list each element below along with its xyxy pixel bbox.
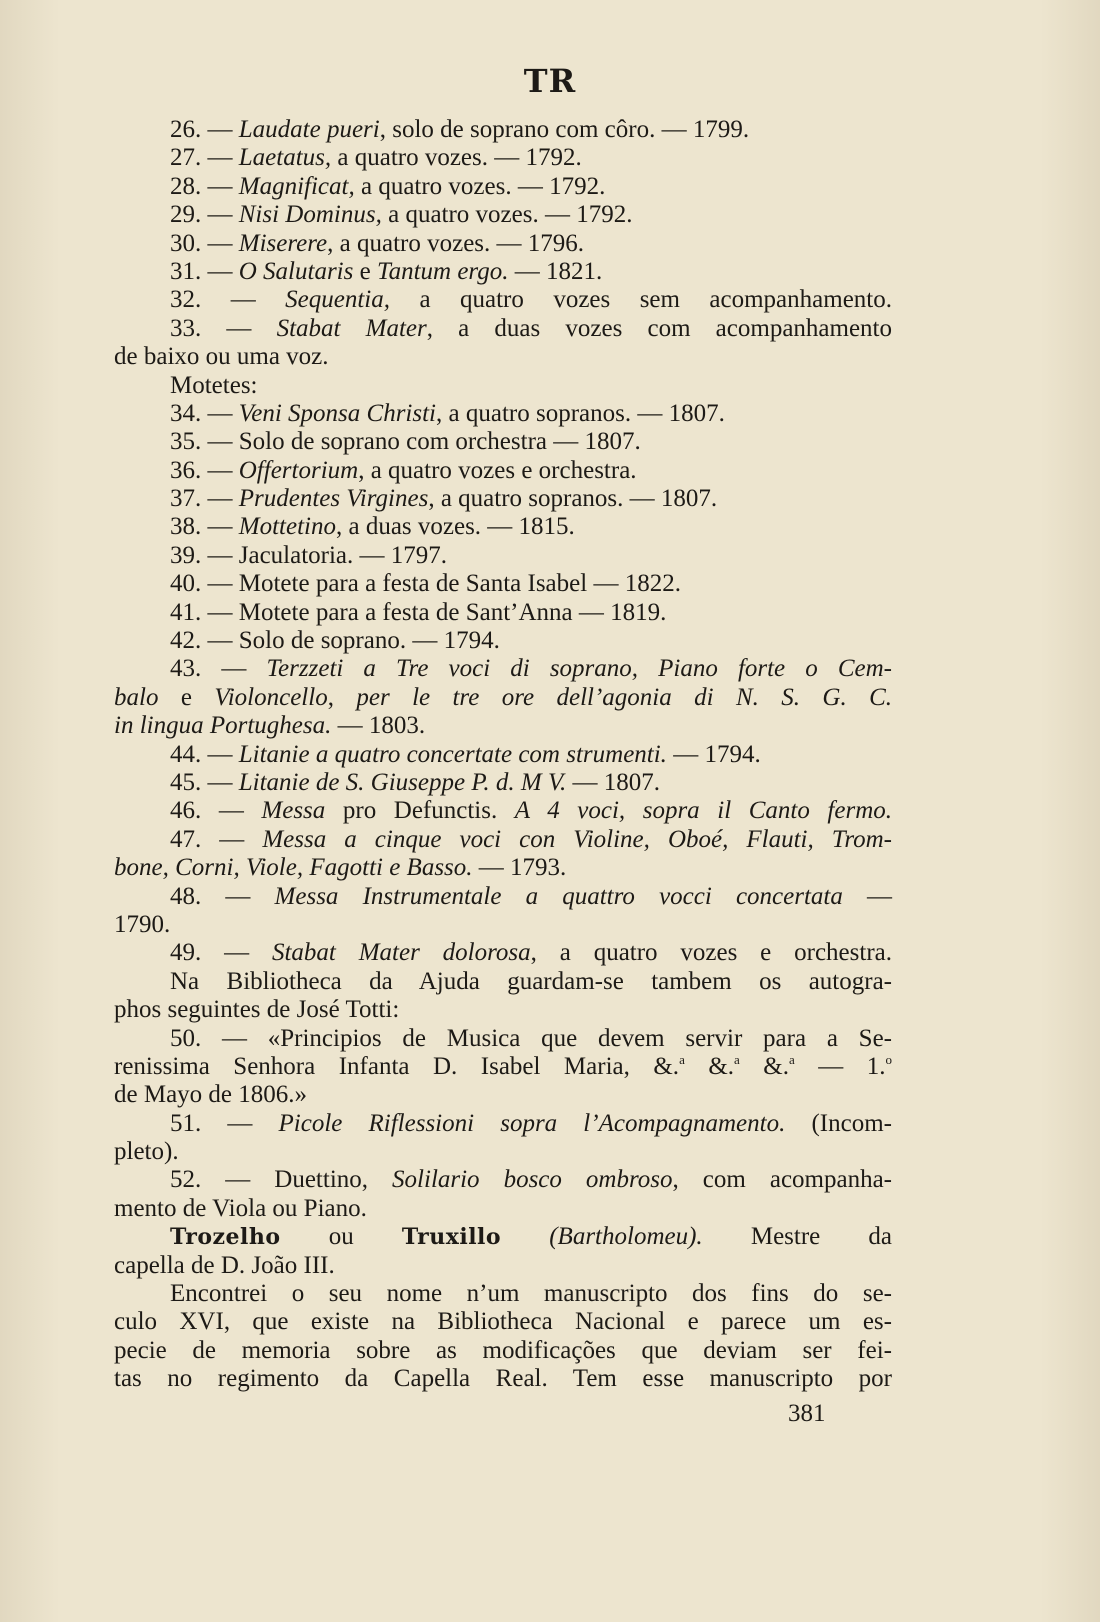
text-line bbox=[114, 769, 892, 797]
text-segment bbox=[501, 1223, 549, 1250]
superscript: a bbox=[679, 1051, 685, 1067]
text-segment: a quatro vozes. — 1792. bbox=[381, 201, 633, 229]
text-segment: Stabat Mater dolorosa bbox=[271, 939, 531, 967]
text-segment: &. bbox=[684, 1052, 735, 1080]
superscript: a bbox=[734, 1051, 740, 1067]
text-segment: — bbox=[842, 882, 893, 910]
text-segment: 49. — bbox=[170, 939, 272, 967]
text-segment: Magnificat, bbox=[238, 172, 355, 200]
text-line bbox=[114, 655, 892, 683]
text-segment: , a quatro vozes e orchestra. bbox=[358, 456, 637, 484]
superscript: a bbox=[789, 1051, 795, 1067]
text-segment: 30. — bbox=[170, 229, 239, 257]
text-segment: 46. — bbox=[170, 797, 262, 825]
text-line bbox=[114, 513, 892, 541]
text-line bbox=[114, 1081, 892, 1109]
text-line bbox=[114, 911, 892, 939]
text-segment: , a quatro vozes e orchestra. bbox=[530, 939, 892, 967]
text-segment: — 1794. bbox=[666, 740, 761, 768]
text-line bbox=[114, 826, 892, 854]
text-line bbox=[114, 939, 892, 967]
text-segment: bone, Corni, Viole, Fagotti e Basso. bbox=[114, 854, 473, 882]
text-line bbox=[114, 1337, 892, 1365]
text-line bbox=[114, 201, 892, 229]
text-segment: , a quatro sopranos. — 1807. bbox=[436, 399, 725, 427]
text-line bbox=[114, 1138, 892, 1166]
text-segment: Prudentes Virgines bbox=[238, 485, 429, 513]
text-segment: Litanie a quatro concertate com strumenti. bbox=[238, 740, 667, 768]
text-segment: phos seguintes de José Totti: bbox=[114, 996, 400, 1024]
text-segment: 38. — bbox=[170, 513, 239, 541]
text-segment: a quatro vozes. — 1792. bbox=[354, 172, 606, 200]
text-line bbox=[114, 1252, 892, 1280]
text-segment: Violoncello bbox=[214, 683, 328, 711]
text-line bbox=[114, 1025, 892, 1053]
text-segment: pro Defunctis. bbox=[325, 797, 515, 825]
text-segment: balo bbox=[114, 683, 159, 711]
text-line bbox=[114, 343, 892, 371]
text-line bbox=[114, 542, 892, 570]
body-text bbox=[114, 116, 892, 1394]
text-segment: (Incom- bbox=[785, 1109, 892, 1137]
text-segment: in lingua Portughesa. bbox=[114, 712, 332, 740]
text-line bbox=[114, 1053, 892, 1081]
text-segment: 50. — «Principios de Musica que devem servir para a Se- bbox=[170, 1024, 892, 1052]
text-segment: , a duas vozes com acompanhamento bbox=[426, 314, 892, 342]
text-segment: Stabat Mater bbox=[276, 314, 427, 342]
text-segment: e bbox=[353, 257, 377, 285]
text-segment: Tantum ergo. bbox=[376, 257, 509, 285]
text-segment: Picole Riflessioni sopra l’Acompagnamento. bbox=[278, 1109, 786, 1137]
text-line bbox=[114, 627, 892, 655]
text-segment: 28. — bbox=[170, 172, 239, 200]
page-number: 381 bbox=[788, 1400, 826, 1427]
text-segment: pleto). bbox=[114, 1138, 179, 1166]
text-segment: culo XVI, que existe na Bibliotheca Nacional e parece um es- bbox=[114, 1308, 892, 1336]
text-segment: de baixo ou uma voz. bbox=[114, 343, 329, 371]
text-line bbox=[114, 854, 892, 882]
text-segment: de Mayo de 1806.» bbox=[114, 1081, 308, 1109]
text-segment: 33. — bbox=[170, 314, 277, 342]
text-segment: Mestre da bbox=[702, 1223, 892, 1251]
text-segment: Motetes: bbox=[170, 371, 258, 399]
text-segment: 44. — bbox=[170, 740, 239, 768]
text-segment: Na Bibliotheca da Ajuda guardam-se tambem os autogra- bbox=[170, 967, 892, 995]
text-segment: — 1. bbox=[794, 1052, 886, 1080]
text-line bbox=[114, 570, 892, 598]
text-segment: Encontrei o seu nome n’um manuscripto dos fins do se- bbox=[170, 1280, 892, 1308]
text-line bbox=[114, 230, 892, 258]
text-segment: , a quatro vozes. — 1796. bbox=[327, 229, 585, 257]
text-segment: mento de Viola ou Piano. bbox=[114, 1194, 367, 1222]
text-line bbox=[114, 258, 892, 286]
text-segment: Veni Sponsa Christi bbox=[238, 399, 436, 427]
text-segment: 39. — Jaculatoria. — 1797. bbox=[170, 541, 448, 569]
text-segment: , com acompanha- bbox=[672, 1166, 892, 1194]
text-segment: 40. — Motete para a festa de Santa Isabel — 1822. bbox=[170, 570, 681, 598]
text-segment: A 4 voci, sopra il Canto fermo. bbox=[514, 797, 892, 825]
text-segment: 35. — Solo de soprano com orchestra — 1807. bbox=[170, 428, 641, 456]
text-segment: 52. — Duettino, bbox=[170, 1166, 393, 1194]
text-segment: 45. — bbox=[170, 768, 239, 796]
text-segment: Solilario bosco ombroso bbox=[392, 1166, 673, 1194]
text-line bbox=[114, 1280, 892, 1308]
text-line bbox=[114, 741, 892, 769]
text-segment: Litanie de S. Giuseppe P. d. M V. bbox=[238, 768, 567, 796]
text-segment: (Bartholomeu). bbox=[549, 1223, 703, 1251]
text-segment: ou bbox=[280, 1223, 402, 1251]
text-segment: tas no regimento da Capella Real. Tem esse manuscripto por bbox=[114, 1365, 892, 1393]
text-line bbox=[114, 712, 892, 740]
text-line bbox=[114, 315, 892, 343]
text-line bbox=[114, 1308, 892, 1336]
text-line bbox=[114, 599, 892, 627]
text-line bbox=[114, 883, 892, 911]
text-segment: 36. — bbox=[170, 456, 239, 484]
entry-name: Truxillo bbox=[401, 1224, 502, 1251]
text-line bbox=[114, 684, 892, 712]
running-header: TR bbox=[523, 62, 577, 100]
text-segment: Messa a cinque voci con Violine, Oboé, Flauti, Trom- bbox=[262, 825, 892, 853]
text-segment: Messa Instrumentale a quattro vocci concertata bbox=[274, 882, 843, 910]
text-segment: 1790. bbox=[114, 910, 171, 938]
text-segment: , a duas vozes. — 1815. bbox=[335, 513, 575, 541]
text-segment: pecie de memoria sobre as modificações que deviam ser fei- bbox=[114, 1336, 892, 1364]
text-segment: e bbox=[158, 683, 215, 711]
text-segment: 42. — Solo de soprano. — 1794. bbox=[170, 627, 500, 655]
text-segment: Messa bbox=[261, 797, 326, 825]
text-segment: — 1793. bbox=[472, 854, 567, 882]
superscript: o bbox=[885, 1051, 892, 1067]
text-segment: Miserere bbox=[238, 229, 328, 257]
text-segment: O Salutaris bbox=[238, 257, 354, 285]
text-line bbox=[114, 1365, 892, 1393]
text-segment: Mottetino bbox=[238, 513, 336, 541]
text-line bbox=[114, 1223, 892, 1251]
text-segment: 29. — bbox=[170, 201, 239, 229]
text-segment: , solo de soprano com côro. — 1799. bbox=[379, 116, 750, 143]
text-line bbox=[114, 400, 892, 428]
text-segment: Offertorium bbox=[238, 456, 359, 484]
text-segment: 47. — bbox=[170, 825, 263, 853]
text-segment: — 1803. bbox=[331, 712, 426, 740]
text-segment: Sequentia, bbox=[285, 286, 390, 314]
text-segment: 26. — bbox=[170, 116, 239, 143]
text-segment: , a quatro sopranos. — 1807. bbox=[428, 485, 718, 513]
text-line bbox=[114, 968, 892, 996]
text-line bbox=[114, 144, 892, 172]
text-segment: 37. — bbox=[170, 485, 239, 513]
text-segment: capella de D. João III. bbox=[114, 1251, 335, 1279]
text-segment: 43. — bbox=[170, 655, 267, 683]
text-segment: 48. — bbox=[170, 882, 275, 910]
text-segment: — 1807. bbox=[566, 768, 661, 796]
text-segment: per le tre ore dell’agonia di N. S. G. C. bbox=[356, 683, 892, 711]
text-segment: a quatro vozes sem acompanhamento. bbox=[390, 286, 892, 314]
text-line bbox=[114, 797, 892, 825]
text-segment: 51. — bbox=[170, 1109, 279, 1137]
text-segment: , bbox=[327, 683, 357, 711]
text-segment: 27. — bbox=[170, 144, 239, 172]
text-segment: 34. — bbox=[170, 399, 239, 427]
text-line bbox=[114, 116, 892, 144]
text-line bbox=[114, 428, 892, 456]
text-segment: 32. — bbox=[170, 286, 286, 314]
text-segment: 31. — bbox=[170, 257, 239, 285]
text-line bbox=[114, 372, 892, 400]
text-segment: — 1821. bbox=[508, 257, 603, 285]
text-segment: 41. — Motete para a festa de Sant’Anna — 1819. bbox=[170, 598, 667, 626]
text-line bbox=[114, 1166, 892, 1194]
text-segment: renissima Senhora Infanta D. Isabel Maria, &. bbox=[114, 1052, 680, 1080]
text-line bbox=[114, 457, 892, 485]
text-line bbox=[114, 996, 892, 1024]
text-segment: Laudate pueri bbox=[238, 116, 380, 143]
text-line bbox=[114, 1195, 892, 1223]
text-segment: Nisi Dominus, bbox=[238, 201, 382, 229]
text-line bbox=[114, 1110, 892, 1138]
text-line bbox=[114, 173, 892, 201]
text-line bbox=[114, 485, 892, 513]
text-segment: a quatro vozes. — 1792. bbox=[331, 144, 582, 172]
text-segment: Laetatus, bbox=[238, 144, 332, 172]
text-segment: Terzzeti a Tre voci di soprano, Piano forte o Cem- bbox=[266, 655, 893, 683]
entry-name: Trozelho bbox=[170, 1224, 281, 1251]
text-line bbox=[114, 286, 892, 314]
text-segment: &. bbox=[739, 1052, 789, 1080]
